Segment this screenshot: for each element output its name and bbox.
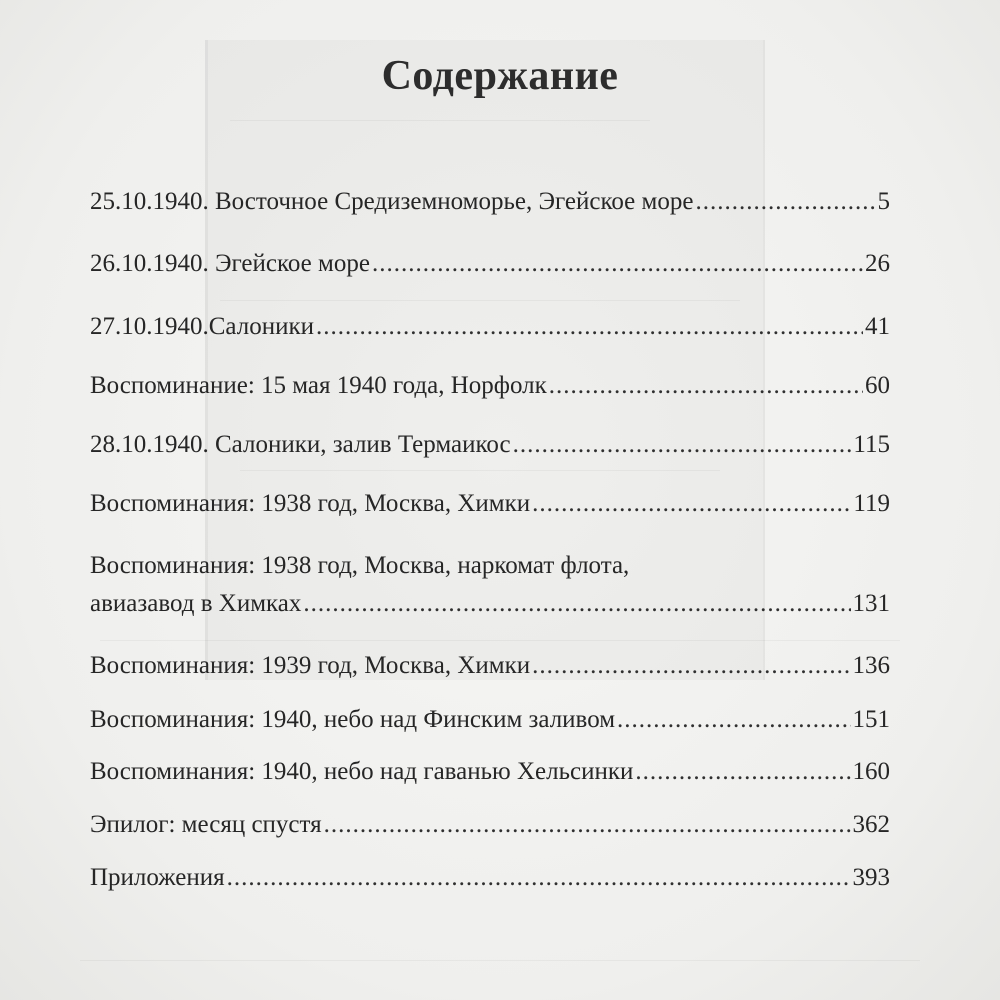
- dot-leader: [635, 757, 850, 787]
- dot-leader: [617, 705, 850, 735]
- toc-entry-page: 119: [853, 490, 890, 517]
- bleed-line: [220, 300, 740, 301]
- toc-entry-title: Приложения: [90, 864, 225, 891]
- toc-entry: [90, 863, 890, 893]
- toc-entry-title: Воспоминания: 1940, небо над гаванью Хельсинки: [90, 758, 634, 785]
- toc-entry-page: 60: [865, 372, 890, 399]
- toc-entry-page: 26: [865, 250, 890, 277]
- toc-entry-title: Воспоминания: 1938 год, Москва, Химки: [90, 490, 531, 517]
- toc-entry-page: 393: [852, 864, 890, 891]
- toc-entry: [90, 312, 890, 342]
- toc-entry-title: 25.10.1940. Восточное Средиземноморье, Эгейское море: [90, 188, 694, 215]
- toc-entry-title-line1: Воспоминания: 1938 год, Москва, наркомат флота,: [90, 552, 630, 579]
- toc-entry: [90, 430, 890, 460]
- dot-leader: [227, 863, 851, 893]
- dot-leader: [324, 810, 851, 840]
- toc-entry-page: 5: [877, 188, 890, 215]
- toc-entry: [90, 651, 890, 681]
- dot-leader: [303, 589, 850, 619]
- dot-leader: [316, 312, 863, 342]
- dot-leader: [372, 249, 863, 279]
- toc-entry-page: 151: [852, 706, 890, 733]
- toc-entry-page: 160: [852, 758, 890, 785]
- toc-entry-title: 28.10.1940. Салоники, залив Термаикос: [90, 431, 511, 458]
- toc-entry-page: 115: [853, 431, 890, 458]
- dot-leader: [513, 430, 852, 460]
- dot-leader: [532, 489, 851, 519]
- bleed-line: [100, 640, 900, 641]
- toc-entry-title: Воспоминания: 1940, небо над Финским заливом: [90, 706, 616, 733]
- bleed-line: [240, 470, 720, 471]
- toc-entry-title: Эпилог: месяц спустя: [90, 811, 322, 838]
- toc-entry: [90, 187, 890, 217]
- toc-entry-page: 131: [852, 590, 890, 617]
- page-title: Содержание: [381, 53, 619, 99]
- toc-entry-page: 41: [865, 313, 890, 340]
- toc-entry-title: Воспоминания: 1939 год, Москва, Химки: [90, 652, 531, 679]
- bleed-line: [230, 120, 650, 121]
- dot-leader: [695, 187, 875, 217]
- dot-leader: [549, 371, 863, 401]
- toc-entry-title: 27.10.1940.Салоники: [90, 313, 314, 340]
- toc-entry: [90, 757, 890, 787]
- toc-entry-title: авиазавод в Химках: [90, 590, 302, 617]
- toc-entry: [90, 249, 890, 279]
- toc-entry: [90, 705, 890, 735]
- toc-entry: [90, 489, 890, 519]
- toc-entry-title: Воспоминание: 15 мая 1940 года, Норфолк: [90, 372, 547, 399]
- toc-entry-title: 26.10.1940. Эгейское море: [90, 250, 370, 277]
- dot-leader: [532, 651, 850, 681]
- toc-entry-page: 136: [852, 652, 890, 679]
- bleed-line: [80, 960, 920, 961]
- toc-entry: [90, 371, 890, 401]
- toc-entry: [90, 810, 890, 840]
- toc-entry-page: 362: [852, 811, 890, 838]
- toc-entry: [90, 551, 890, 619]
